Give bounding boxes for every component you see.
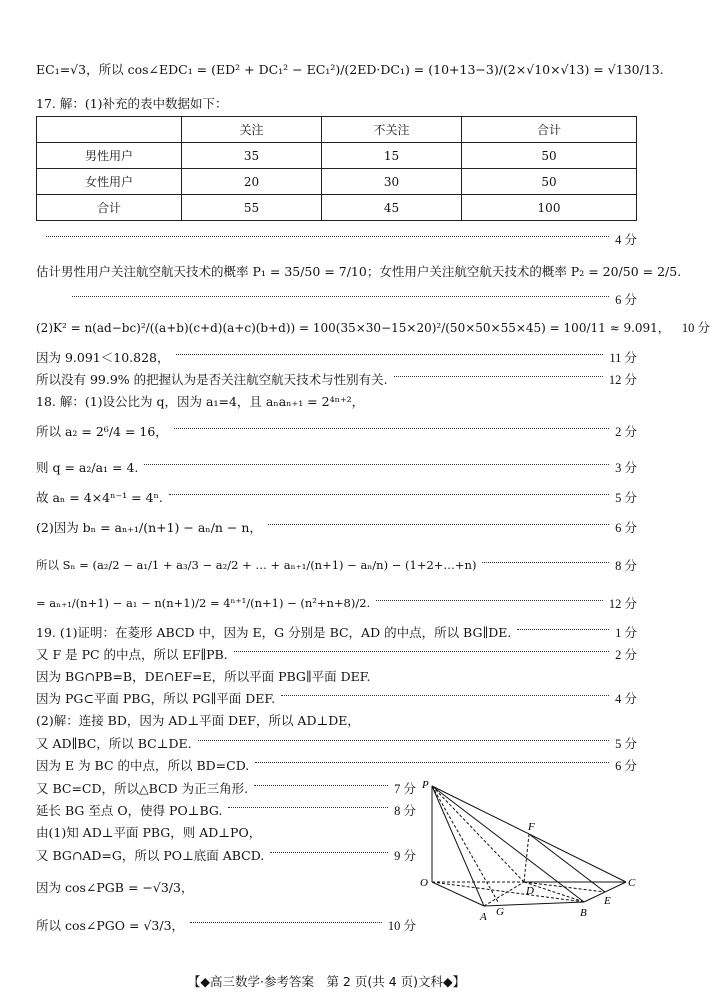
leader-dots xyxy=(255,762,609,763)
score-label: 12 分 xyxy=(608,373,637,387)
leader-dots xyxy=(482,562,609,563)
label-b: B xyxy=(580,907,587,919)
q17-conclusion: 所以没有 99.9% 的把握认为是否关注航空航天技术与性别有关. xyxy=(36,372,388,387)
score-label: 7 分 xyxy=(394,782,416,796)
leader-dots xyxy=(190,922,382,923)
leader-dots xyxy=(169,494,609,495)
leader-dots xyxy=(228,807,388,808)
contingency-table xyxy=(36,116,637,221)
score-row xyxy=(36,422,637,440)
leader-dots xyxy=(144,464,609,465)
score-row xyxy=(36,518,637,536)
table-cell: 30 xyxy=(322,169,462,195)
score-row xyxy=(36,458,637,476)
q19-line8: 又 BC=CD，所以△BCD 为正三角形. xyxy=(36,781,249,796)
label-g: G xyxy=(496,906,504,918)
leader-dots xyxy=(281,695,609,696)
score-label: 9 分 xyxy=(394,849,416,863)
score-label: 1 分 xyxy=(615,626,637,640)
score-row xyxy=(36,594,637,612)
edge-pa xyxy=(432,786,484,906)
table-cell: 55 xyxy=(182,195,322,221)
label-a: A xyxy=(480,911,487,923)
score-label: 2 分 xyxy=(615,648,637,662)
score-row xyxy=(36,779,416,797)
score-row xyxy=(36,488,637,506)
score-label: 8 分 xyxy=(615,559,637,573)
q17-probability: 估计男性用户关注航空航天技术的概率 P₁ = 35/50 = 7/10；女性用户关注航空航天技术的概率 P₂ = 20/50 = 2/5. xyxy=(36,264,682,279)
q17-heading: 17. 解：(1)补充的表中数据如下： xyxy=(36,96,228,111)
leader-dots xyxy=(268,524,609,525)
score-label: 8 分 xyxy=(394,804,416,818)
edge-fe xyxy=(529,834,605,892)
score-row xyxy=(40,230,637,248)
table-cell: 合计 xyxy=(37,195,182,221)
score-row xyxy=(36,556,637,574)
q19-line11: 又 BG∩AD=G，所以 PO⊥底面 ABCD. xyxy=(36,848,265,863)
score-label: 5 分 xyxy=(615,737,637,751)
leader-dots xyxy=(234,651,609,652)
q19-line4: 因为 PG⊂平面 PBG，所以 PG∥平面 DEF. xyxy=(36,691,276,706)
q19-line2: 又 F 是 PC 的中点，所以 EF∥PB. xyxy=(36,647,228,662)
score-row xyxy=(36,689,637,707)
leader-dots xyxy=(376,600,603,601)
score-row xyxy=(36,348,637,366)
table-cell: 100 xyxy=(462,195,637,221)
q19-line1: 19. (1)证明：在菱形 ABCD 中，因为 E，G 分别是 BC，AD 的中点，所以 BG∥DE. xyxy=(36,625,512,640)
score-row xyxy=(36,801,416,819)
table-row xyxy=(37,117,637,143)
q19-line7: 因为 E 为 BC 的中点，所以 BD=CD. xyxy=(36,758,250,773)
score-row xyxy=(36,916,416,934)
score-row xyxy=(66,290,637,308)
q19-line10: 由(1)知 AD⊥平面 PBG，则 AD⊥PO， xyxy=(36,825,262,840)
q17-k2: (2)K² = n(ad−bc)²/((a+b)(c+d)(a+c)(b+d)) = 100(35×30−15×20)²/(50×50×55×45) = 100/11 ≈ 9.091， xyxy=(36,320,670,335)
score-label: 4 分 xyxy=(615,692,637,706)
score-label: 10 分 xyxy=(387,919,416,933)
table-cell xyxy=(37,117,182,143)
score-label: 11 分 xyxy=(609,351,637,365)
leader-dots xyxy=(517,629,609,630)
formula-line-ec1: EC₁=√3，所以 cos∠EDC₁ = (ED² + DC₁² − EC₁²)/(2ED·DC₁) = (10+13−3)/(2×√10×√13) = √130/13. xyxy=(36,62,664,77)
q18-q: 则 q = a₂/a₁ = 4. xyxy=(36,460,139,475)
score-label: 6 分 xyxy=(615,521,637,535)
table-cell: 50 xyxy=(462,169,637,195)
label-o: O xyxy=(420,877,428,889)
q19-line5: (2)解：连接 BD，因为 AD⊥平面 DEF，所以 AD⊥DE， xyxy=(36,713,360,728)
table-cell: 关注 xyxy=(182,117,322,143)
score-row xyxy=(36,846,416,864)
score-row xyxy=(36,734,637,752)
q19-line6: 又 AD∥BC，所以 BC⊥DE. xyxy=(36,736,192,751)
table-cell: 女性用户 xyxy=(37,169,182,195)
table-cell: 20 xyxy=(182,169,322,195)
label-e: E xyxy=(604,895,611,907)
edge-ad xyxy=(484,882,524,906)
label-f: F xyxy=(528,821,535,833)
edge-de xyxy=(524,882,605,892)
q18-sn-final: = aₙ₊₁/(n+1) − a₁ − n(n+1)/2 = 4ⁿ⁺¹/(n+1) − (n²+n+8)/2. xyxy=(36,596,371,610)
leader-dots xyxy=(174,428,609,429)
score-row xyxy=(36,756,637,774)
label-c: C xyxy=(628,877,636,889)
score-row xyxy=(36,318,710,336)
q18-heading: 18. 解：(1)设公比为 q，因为 a₁=4，且 aₙaₙ₊₁ = 2⁴ⁿ⁺²， xyxy=(36,394,365,409)
table-cell: 15 xyxy=(322,143,462,169)
table-row xyxy=(37,169,637,195)
table-cell: 不关注 xyxy=(322,117,462,143)
q19-line13: 所以 cos∠PGO = √3/3， xyxy=(36,918,185,933)
score-label: 10 分 xyxy=(681,321,710,335)
table-cell: 男性用户 xyxy=(37,143,182,169)
score-row xyxy=(36,370,637,388)
pyramid-figure xyxy=(412,778,644,924)
leader-dots xyxy=(394,376,603,377)
score-row xyxy=(36,645,637,663)
leader-dots xyxy=(72,296,609,297)
score-label: 6 分 xyxy=(615,759,637,773)
score-label: 4 分 xyxy=(615,233,637,247)
q17-compare: 因为 9.091＜10.828， xyxy=(36,350,170,365)
table-cell: 35 xyxy=(182,143,322,169)
score-label: 6 分 xyxy=(615,293,637,307)
leader-dots xyxy=(176,354,604,355)
q18-bn: (2)因为 bₙ = aₙ₊₁/(n+1) − aₙ/n − n， xyxy=(36,520,262,535)
edge-pd xyxy=(432,786,524,882)
score-label: 5 分 xyxy=(615,491,637,505)
q18-sn: 所以 Sₙ = (a₂/2 − a₁/1 + a₃/3 − a₂/2 + … + aₙ₊₁/(n+1) − aₙ/n) − (1+2+…+n) xyxy=(36,558,477,572)
score-label: 2 分 xyxy=(615,425,637,439)
table-cell: 50 xyxy=(462,143,637,169)
q19-line12: 因为 cos∠PGB = −√3/3， xyxy=(36,880,194,895)
q18-a2: 所以 a₂ = 2⁶/4 = 16， xyxy=(36,424,168,439)
leader-dots xyxy=(198,740,610,741)
score-row xyxy=(36,623,637,641)
table-row xyxy=(37,195,637,221)
q18-an: 故 aₙ = 4×4ⁿ⁻¹ = 4ⁿ. xyxy=(36,490,163,505)
label-p: P xyxy=(422,779,429,791)
q19-line3: 因为 BG∩PB=B，DE∩EF=E，所以平面 PBG∥平面 DEF. xyxy=(36,669,371,684)
label-d: D xyxy=(526,885,534,897)
leader-dots xyxy=(254,785,388,786)
q19-line9: 延长 BG 至点 O，使得 PO⊥BG. xyxy=(36,803,223,818)
page-footer: 【◆高三数学·参考答案 第 2 页(共 4 页)文科◆】 xyxy=(187,974,466,989)
leader-dots xyxy=(46,236,609,237)
leader-dots xyxy=(270,852,388,853)
table-cell: 45 xyxy=(322,195,462,221)
score-label: 3 分 xyxy=(615,461,637,475)
table-cell: 合计 xyxy=(462,117,637,143)
score-label: 12 分 xyxy=(608,597,637,611)
table-row xyxy=(37,143,637,169)
